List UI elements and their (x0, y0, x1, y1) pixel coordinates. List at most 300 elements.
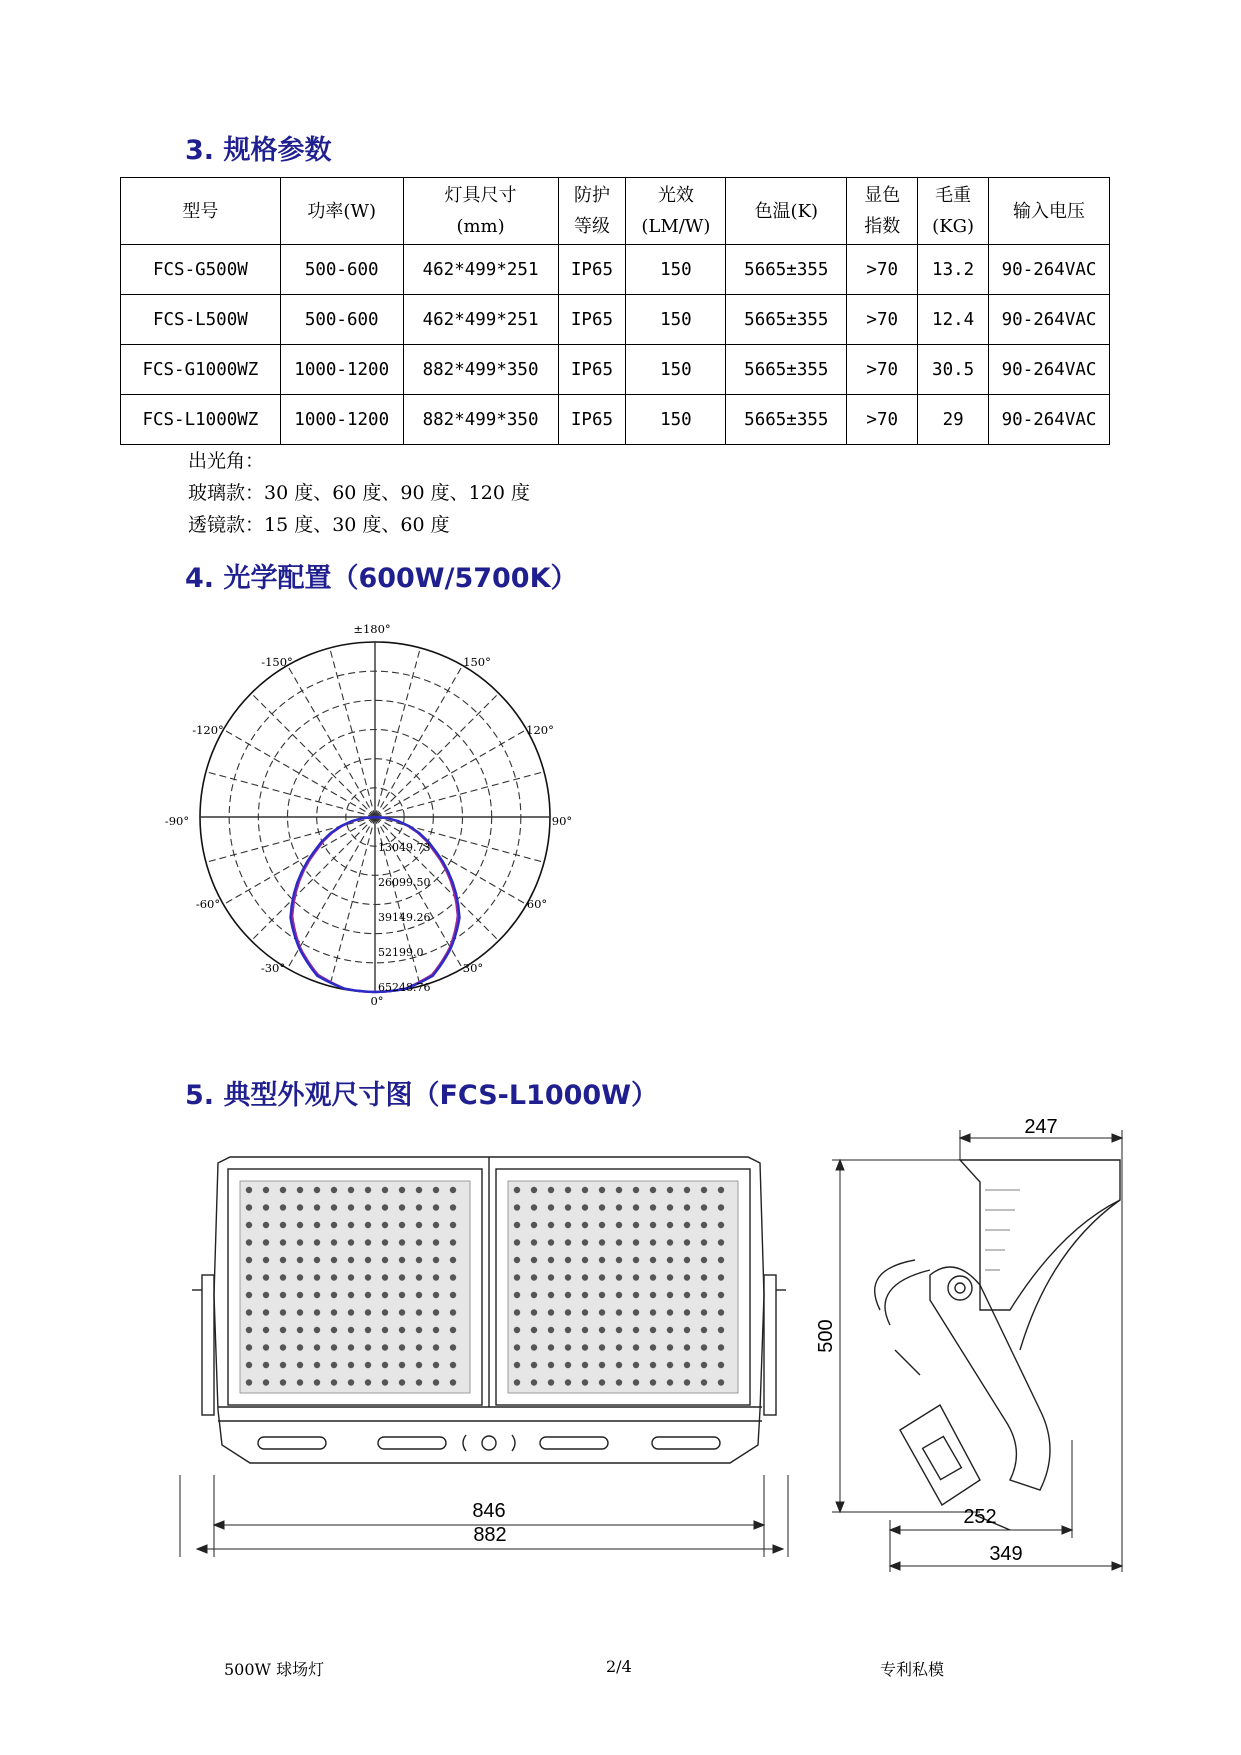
led-chip (263, 1309, 269, 1315)
led-chip (718, 1274, 724, 1280)
led-chip (565, 1309, 571, 1315)
led-chip (599, 1292, 605, 1298)
led-chip (633, 1204, 639, 1210)
angle-label-180: ±180° (353, 622, 391, 636)
led-chip (599, 1379, 605, 1385)
led-chip (599, 1309, 605, 1315)
led-chip (433, 1344, 439, 1350)
dim-arrow (960, 1134, 970, 1142)
vent-slot (258, 1437, 326, 1449)
led-chip (548, 1257, 554, 1263)
led-chip (416, 1344, 422, 1350)
side-housing (960, 1160, 1120, 1310)
led-chip (263, 1222, 269, 1228)
led-chip (599, 1222, 605, 1228)
cell-power: 1000-1200 (280, 395, 403, 445)
cell-power: 1000-1200 (280, 345, 403, 395)
led-chip (399, 1379, 405, 1385)
led-chip (365, 1274, 371, 1280)
led-chip (684, 1292, 690, 1298)
led-chip (514, 1257, 520, 1263)
led-chip (246, 1257, 252, 1263)
led-chip (399, 1187, 405, 1193)
led-chip (399, 1292, 405, 1298)
led-chip (599, 1239, 605, 1245)
led-chip (684, 1204, 690, 1210)
led-chip (246, 1204, 252, 1210)
angle-label-150: 150° (463, 655, 491, 669)
led-chip (548, 1344, 554, 1350)
led-chip (348, 1379, 354, 1385)
gland-bracket (512, 1435, 515, 1451)
led-chip (616, 1204, 622, 1210)
led-chip (297, 1187, 303, 1193)
led-chip (684, 1379, 690, 1385)
led-chip (263, 1204, 269, 1210)
led-chip (382, 1344, 388, 1350)
led-chip (599, 1344, 605, 1350)
led-chip (633, 1379, 639, 1385)
led-chip (548, 1239, 554, 1245)
driver-terminal (923, 1436, 962, 1479)
led-chip (701, 1204, 707, 1210)
cell-model: FCS-L1000WZ (121, 395, 281, 445)
led-chip (348, 1222, 354, 1228)
led-chip (565, 1379, 571, 1385)
led-chip (514, 1362, 520, 1368)
led-chip (650, 1292, 656, 1298)
led-chip (280, 1274, 286, 1280)
led-chip (548, 1292, 554, 1298)
cell-dimensions: 462*499*251 (403, 245, 558, 295)
led-chip (331, 1309, 337, 1315)
led-chip (450, 1187, 456, 1193)
led-chip (684, 1239, 690, 1245)
led-chip (565, 1239, 571, 1245)
dim-247: 247 (1024, 1116, 1058, 1138)
led-chip (582, 1327, 588, 1333)
cell-model: FCS-G1000WZ (121, 345, 281, 395)
led-chip (548, 1379, 554, 1385)
led-chip (701, 1362, 707, 1368)
led-chip (416, 1204, 422, 1210)
led-chip (667, 1187, 673, 1193)
angle-label-0: 0° (370, 994, 384, 1008)
led-chip (616, 1309, 622, 1315)
led-chip (280, 1204, 286, 1210)
footer-patent-note: 专利私模 (880, 1660, 945, 1679)
col-header-dimensions: 灯具尺寸 (mm) (403, 178, 558, 245)
led-chip (667, 1362, 673, 1368)
led-chip (718, 1204, 724, 1210)
cell-ip-rating: IP65 (558, 295, 626, 345)
led-chip (514, 1292, 520, 1298)
led-chip (348, 1257, 354, 1263)
led-chip (297, 1222, 303, 1228)
led-chip (382, 1362, 388, 1368)
cell-efficacy: 150 (626, 395, 726, 445)
led-chip (701, 1344, 707, 1350)
led-chip (348, 1344, 354, 1350)
led-chip (650, 1344, 656, 1350)
led-chip (416, 1222, 422, 1228)
polar-spoke (251, 817, 375, 941)
led-chip (297, 1309, 303, 1315)
cell-ip-rating: IP65 (558, 345, 626, 395)
led-chip (684, 1344, 690, 1350)
led-chip (416, 1274, 422, 1280)
led-chip (263, 1292, 269, 1298)
led-chip (331, 1239, 337, 1245)
dim-arrow (890, 1526, 900, 1534)
led-chip (365, 1292, 371, 1298)
cable (875, 1260, 915, 1310)
led-chip (450, 1344, 456, 1350)
led-chip (718, 1362, 724, 1368)
dim-arrow (836, 1160, 844, 1170)
led-chip (718, 1379, 724, 1385)
led-chip (348, 1292, 354, 1298)
led-chip (582, 1379, 588, 1385)
led-chip (450, 1292, 456, 1298)
led-chip (263, 1327, 269, 1333)
col-header-voltage: 输入电压 (989, 178, 1110, 245)
led-chip (531, 1327, 537, 1333)
table-row (121, 345, 1110, 395)
led-chip (416, 1187, 422, 1193)
dim-500: 500 (815, 1319, 837, 1353)
led-chip (263, 1187, 269, 1193)
led-chip (616, 1187, 622, 1193)
vent-slot (378, 1437, 446, 1449)
led-chip (365, 1362, 371, 1368)
radial-label: 39149.26 (378, 911, 431, 924)
cell-voltage: 90-264VAC (989, 345, 1110, 395)
table-header-row (121, 178, 1110, 245)
led-chip (633, 1362, 639, 1368)
cell-weight: 29 (918, 395, 989, 445)
led-chip (650, 1239, 656, 1245)
led-chip (382, 1274, 388, 1280)
led-chip (280, 1379, 286, 1385)
led-chip (314, 1257, 320, 1263)
led-chip (314, 1309, 320, 1315)
cable-gland (482, 1436, 496, 1450)
cell-efficacy: 150 (626, 295, 726, 345)
led-chip (399, 1204, 405, 1210)
led-chip (416, 1257, 422, 1263)
led-chip (297, 1344, 303, 1350)
led-chip (565, 1222, 571, 1228)
radial-label: 26099.50 (378, 876, 431, 889)
led-chip (684, 1362, 690, 1368)
led-chip (263, 1379, 269, 1385)
angle-label-30: 30° (462, 961, 484, 975)
led-chip (650, 1204, 656, 1210)
dim-arrow (836, 1502, 844, 1512)
led-chip (331, 1274, 337, 1280)
led-chip (263, 1257, 269, 1263)
side-view-drawing (815, 1116, 1132, 1575)
led-chip (348, 1239, 354, 1245)
led-chip (433, 1257, 439, 1263)
led-chip (701, 1239, 707, 1245)
angle-label-60: 60° (526, 897, 548, 911)
led-chip (650, 1187, 656, 1193)
cell-dimensions: 882*499*350 (403, 395, 558, 445)
led-chip (433, 1187, 439, 1193)
cell-voltage: 90-264VAC (989, 395, 1110, 445)
led-chip (582, 1222, 588, 1228)
radial-label: 13049.73 (378, 841, 431, 854)
led-chip (633, 1274, 639, 1280)
led-chip (314, 1239, 320, 1245)
led-chip (331, 1327, 337, 1333)
led-chip (280, 1309, 286, 1315)
mounting-bracket (930, 1267, 1050, 1490)
angle-label-m60: -60° (195, 897, 221, 911)
led-chip (416, 1379, 422, 1385)
led-chip (684, 1309, 690, 1315)
front-view-overall-dimension (195, 1525, 785, 1565)
led-chip (616, 1257, 622, 1263)
led-chip (348, 1309, 354, 1315)
led-chip (246, 1222, 252, 1228)
led-chip (582, 1274, 588, 1280)
table-row (121, 395, 1110, 445)
dim-arrow (1112, 1134, 1122, 1142)
led-chip (582, 1239, 588, 1245)
led-chip (246, 1362, 252, 1368)
led-chip (331, 1222, 337, 1228)
led-chip (382, 1239, 388, 1245)
led-chip (701, 1292, 707, 1298)
beam-angle-label: 出光角： (188, 450, 265, 472)
cell-cri: >70 (847, 345, 918, 395)
led-chip (297, 1327, 303, 1333)
led-chip (382, 1309, 388, 1315)
led-chip (331, 1257, 337, 1263)
led-chip (314, 1187, 320, 1193)
led-chip (433, 1222, 439, 1228)
led-chip (433, 1274, 439, 1280)
cell-voltage: 90-264VAC (989, 245, 1110, 295)
led-chip (531, 1344, 537, 1350)
dim-846: 846 (472, 1500, 506, 1522)
col-header-ip-rating: 防护 等级 (558, 178, 626, 245)
led-chip (365, 1257, 371, 1263)
led-chip (297, 1292, 303, 1298)
led-chip (667, 1239, 673, 1245)
led-chip (548, 1309, 554, 1315)
led-chip (399, 1222, 405, 1228)
led-chip (650, 1362, 656, 1368)
cell-cct: 5665±355 (726, 245, 847, 295)
led-chip (314, 1222, 320, 1228)
led-chip (616, 1239, 622, 1245)
polar-light-distribution-chart (160, 620, 580, 1020)
beam-angle-lens: 透镜款：15 度、30 度、60 度 (188, 514, 450, 536)
led-chip (433, 1379, 439, 1385)
led-chip (582, 1362, 588, 1368)
led-chip (701, 1309, 707, 1315)
led-chip (348, 1274, 354, 1280)
led-chip (246, 1379, 252, 1385)
angle-label-90: 90° (551, 814, 573, 828)
led-chip (548, 1222, 554, 1228)
led-chip (616, 1344, 622, 1350)
led-chip (616, 1379, 622, 1385)
led-chip (365, 1239, 371, 1245)
section-title-optics: 4. 光学配置（600W/5700K） (185, 563, 578, 594)
led-chip (450, 1379, 456, 1385)
led-chip (382, 1257, 388, 1263)
led-chip (582, 1257, 588, 1263)
led-chip (416, 1239, 422, 1245)
led-chip (433, 1292, 439, 1298)
led-chip (565, 1362, 571, 1368)
led-chip (667, 1379, 673, 1385)
section-title-specs: 3. 规格参数 (185, 135, 332, 166)
dim-arrow (197, 1545, 207, 1553)
led-chip (701, 1222, 707, 1228)
led-chip (246, 1327, 252, 1333)
led-chip (582, 1204, 588, 1210)
led-chip (365, 1379, 371, 1385)
led-chip (599, 1257, 605, 1263)
led-chip (650, 1257, 656, 1263)
led-chip (667, 1274, 673, 1280)
led-chip (582, 1344, 588, 1350)
radial-label: 52199.0 (378, 946, 424, 959)
led-chip (314, 1379, 320, 1385)
led-chip (331, 1344, 337, 1350)
cell-cri: >70 (847, 295, 918, 345)
led-chip (246, 1274, 252, 1280)
dim-349: 349 (989, 1543, 1023, 1565)
led-chip (514, 1309, 520, 1315)
cell-voltage: 90-264VAC (989, 295, 1110, 345)
beam-angle-glass: 玻璃款：30 度、60 度、90 度、120 度 (188, 482, 530, 504)
led-chip (599, 1327, 605, 1333)
led-chip (450, 1362, 456, 1368)
led-chip (297, 1379, 303, 1385)
angle-label-m90: -90° (164, 814, 190, 828)
led-chip (616, 1292, 622, 1298)
led-chip (263, 1274, 269, 1280)
led-chip (531, 1257, 537, 1263)
led-chip (633, 1292, 639, 1298)
led-chip (514, 1327, 520, 1333)
led-chip (382, 1292, 388, 1298)
polar-spoke (375, 730, 527, 818)
led-chip (616, 1362, 622, 1368)
led-chip (633, 1222, 639, 1228)
led-chip (297, 1362, 303, 1368)
led-chip (450, 1257, 456, 1263)
led-chip (599, 1187, 605, 1193)
led-chip (667, 1204, 673, 1210)
cell-cct: 5665±355 (726, 345, 847, 395)
led-chip (531, 1204, 537, 1210)
led-chip (565, 1187, 571, 1193)
led-chip (450, 1327, 456, 1333)
angle-label-120: 120° (526, 723, 554, 737)
led-chip (280, 1187, 286, 1193)
led-chip (531, 1379, 537, 1385)
led-chip (633, 1309, 639, 1315)
cell-model: FCS-G500W (121, 245, 281, 295)
led-chip (450, 1239, 456, 1245)
led-chip (433, 1362, 439, 1368)
led-chip (565, 1257, 571, 1263)
led-chip (667, 1327, 673, 1333)
led-chip (684, 1257, 690, 1263)
cell-weight: 13.2 (918, 245, 989, 295)
led-chip (263, 1344, 269, 1350)
led-chip (565, 1274, 571, 1280)
led-chip (718, 1292, 724, 1298)
led-chip (701, 1327, 707, 1333)
led-chip (701, 1379, 707, 1385)
led-chip (548, 1204, 554, 1210)
led-chip (331, 1362, 337, 1368)
led-chip (718, 1239, 724, 1245)
led-chip (514, 1344, 520, 1350)
led-chip (314, 1344, 320, 1350)
led-chip (633, 1344, 639, 1350)
cell-efficacy: 150 (626, 345, 726, 395)
led-chip (331, 1187, 337, 1193)
led-chip (382, 1204, 388, 1210)
led-chip (548, 1362, 554, 1368)
cell-ip-rating: IP65 (558, 245, 626, 295)
polar-spoke (375, 693, 499, 817)
cell-dimensions: 462*499*251 (403, 295, 558, 345)
dim-arrow (1112, 1562, 1122, 1570)
led-chip (718, 1309, 724, 1315)
led-chip (433, 1327, 439, 1333)
led-chip (297, 1257, 303, 1263)
led-chip (382, 1222, 388, 1228)
led-chip (331, 1292, 337, 1298)
led-chip (280, 1292, 286, 1298)
pivot-center (955, 1283, 965, 1293)
led-chip (399, 1309, 405, 1315)
led-chip (416, 1327, 422, 1333)
led-chip (667, 1222, 673, 1228)
dim-arrow (890, 1562, 900, 1570)
led-chip (433, 1309, 439, 1315)
led-chip (280, 1257, 286, 1263)
led-chip (297, 1239, 303, 1245)
cable-connector (895, 1350, 920, 1375)
led-chip (297, 1204, 303, 1210)
table-row (121, 245, 1110, 295)
led-chip (701, 1274, 707, 1280)
led-chip (246, 1187, 252, 1193)
led-chip (582, 1292, 588, 1298)
led-chip (650, 1327, 656, 1333)
led-chip (565, 1292, 571, 1298)
led-chip (582, 1309, 588, 1315)
led-chip (548, 1274, 554, 1280)
footer-product-name: 500W 球场灯 (224, 1660, 325, 1679)
led-chip (365, 1204, 371, 1210)
led-chip (331, 1379, 337, 1385)
col-header-model: 型号 (121, 178, 281, 245)
left-bracket (202, 1275, 214, 1415)
